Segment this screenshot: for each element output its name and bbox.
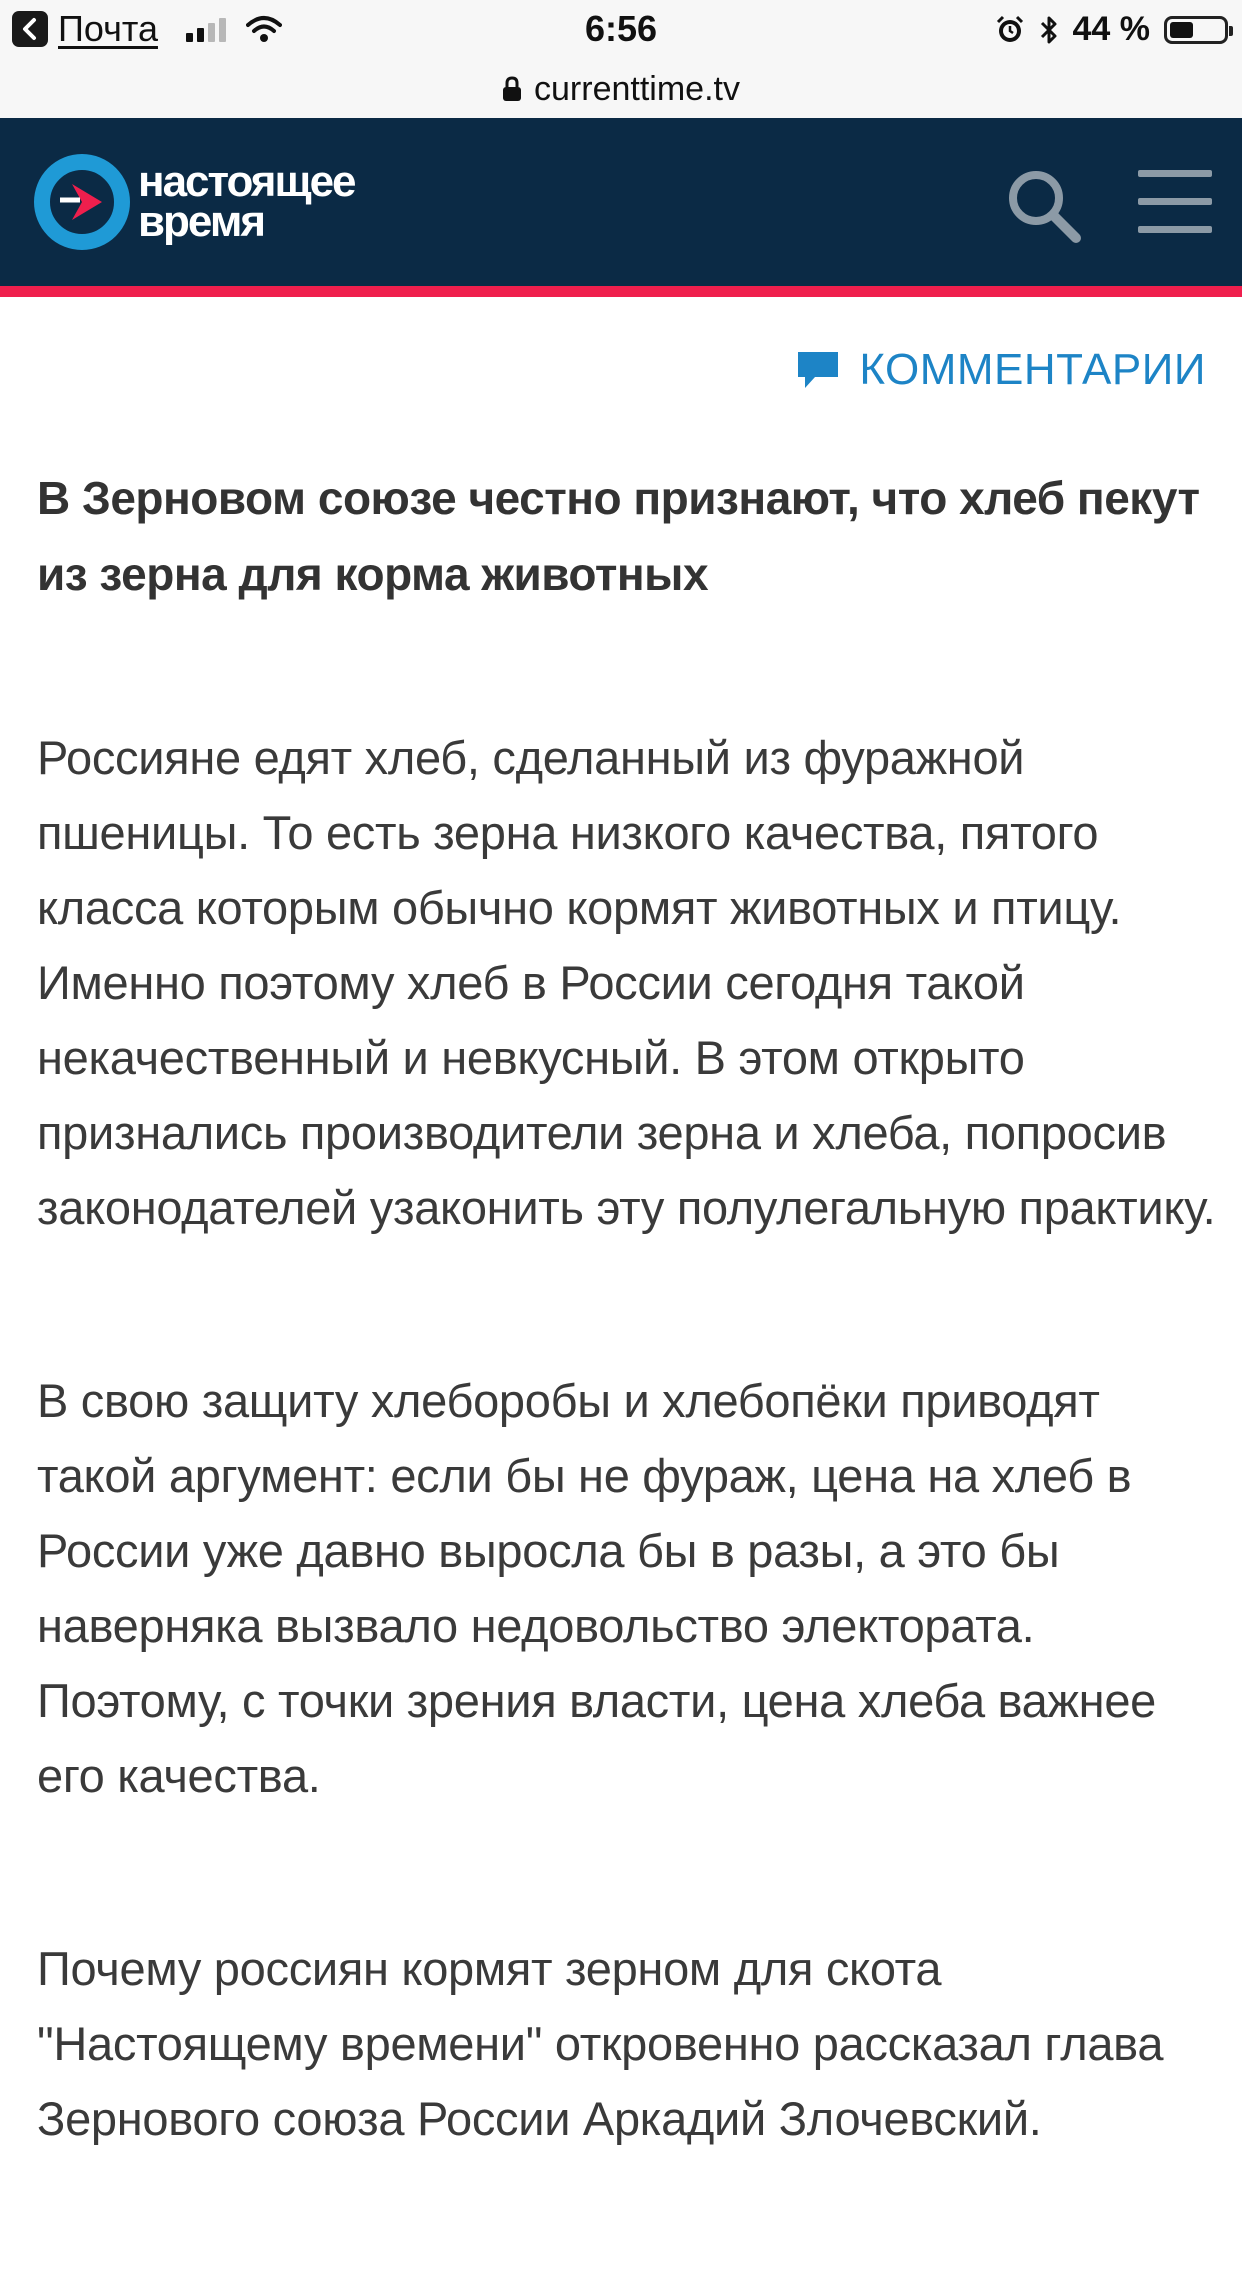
lock-icon — [502, 76, 522, 102]
article-paragraph: Россияне едят хлеб, сделанный из фуражной пшеницы. То есть зерна низкого качества, пятого класса которым обычно кормят животных и птицу. Именно поэтому хлеб в России сегодня такой некачественный и невкусный. В этом открыто признались производители зерна и хлеба, попросив законодателей узаконить эту полулегальную практику. — [37, 731, 1216, 1234]
url-bar[interactable] — [0, 60, 1242, 118]
comments-label: КОММЕНТАРИИ — [859, 345, 1206, 394]
alarm-icon — [995, 15, 1025, 45]
article-paragraph: В свою защиту хлеборобы и хлебопёки приводят такой аргумент: если бы не фураж, цена на хлеб в России уже давно выросла бы в разы, а это бы наверняка вызвало недовольство электората. Поэтому, с точки зрения власти, цена хлеба важнее его качества. — [37, 1374, 1156, 1802]
logo-line2: время — [138, 197, 265, 246]
comment-bubble-icon — [795, 349, 841, 391]
battery-level — [1170, 22, 1193, 38]
status-time: 6:56 — [584, 8, 658, 49]
site-header — [0, 118, 1242, 297]
article-headline: В Зерновом союзе честно признают, что хлеб пекут из зерна для корма животных — [37, 472, 1200, 600]
battery-icon — [1164, 16, 1228, 44]
comments-link[interactable] — [795, 345, 1206, 395]
url-text: currenttime.tv — [534, 69, 740, 108]
battery-percent: 44 % — [1072, 10, 1150, 48]
search-icon[interactable] — [1004, 166, 1084, 246]
logo-line1: настоящее — [138, 157, 355, 206]
article-body — [37, 460, 1217, 2274]
logo-mark-icon — [32, 150, 132, 254]
menu-icon[interactable] — [1138, 170, 1212, 254]
status-bar — [0, 0, 1242, 60]
back-app-label: Почта — [58, 8, 158, 49]
bluetooth-icon — [1039, 14, 1059, 46]
site-logo[interactable] — [32, 150, 355, 254]
article-paragraph: Почему россиян кормят зерном для скота "Настоящему времени" откровенно рассказал глава Зернового союза России Аркадий Злочевский. — [37, 1942, 1164, 2145]
